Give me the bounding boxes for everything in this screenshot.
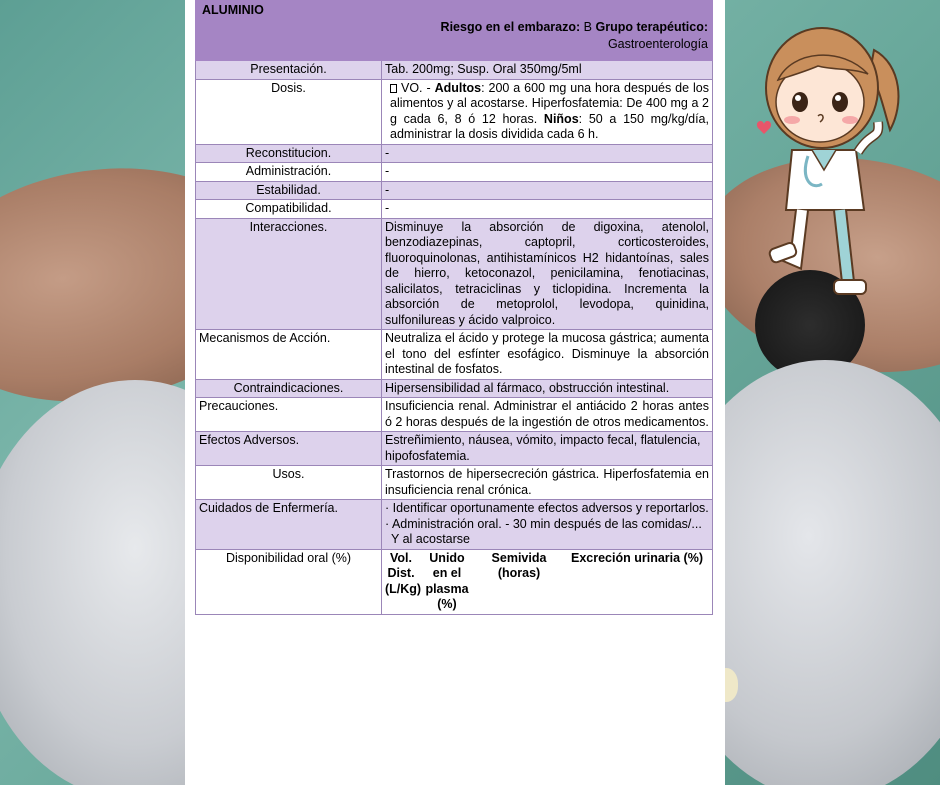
label-reconstitucion: Reconstitucion. xyxy=(196,144,382,163)
drug-name: ALUMINIO xyxy=(202,3,264,17)
value-disponibilidad xyxy=(382,549,713,614)
care-item-2-text: Administración oral. - 30 min después de las comidas/... Y al acostarse xyxy=(391,516,702,546)
row-contraindicaciones xyxy=(196,379,713,398)
label-administracion: Administración. xyxy=(196,163,382,182)
dosis-ninos-label: Niños xyxy=(543,111,579,126)
label-presentacion: Presentación. xyxy=(196,61,382,80)
row-disponibilidad xyxy=(196,549,713,614)
value-contraindicaciones: Hipersensibilidad al fármaco, obstrucción intestinal. xyxy=(382,379,713,398)
value-mecanismos: Neutraliza el ácido y protege la mucosa gástrica; aumenta el tono del esfínter esofágico. Disminuye la absorción intestinal de fosfatos. xyxy=(382,330,713,380)
pk-excrecion: Excreción urinaria (%) xyxy=(571,550,703,565)
value-precauciones: Insuficiencia renal. Administrar el antiácido 2 horas antes ó 2 horas después de la ingestión de otros medicamentos. xyxy=(382,398,713,432)
value-reconstitucion: - xyxy=(382,144,713,163)
dosis-adultos-label: Adultos xyxy=(434,80,482,95)
label-contraindicaciones: Contraindicaciones. xyxy=(196,379,382,398)
dosis-vo: VO. - xyxy=(401,80,431,95)
dosis-adultos-text: : 200 a 600 mg una hora después de los alimentos y al acostarse. Hiperfosfatemia: De 400 mg a 2 g cada 6, 8 ó 12 horas. xyxy=(390,80,709,126)
care-item-1-text: Identificar oportunamente efectos adversos y reportarlos. xyxy=(392,501,709,515)
pk-semivida: Semivida (horas) xyxy=(491,550,547,580)
row-estabilidad xyxy=(196,181,713,200)
row-administracion xyxy=(196,163,713,182)
label-cuidados: Cuidados de Enfermería. xyxy=(196,500,382,550)
label-mecanismos: Mecanismos de Acción. xyxy=(196,330,382,380)
row-efectos xyxy=(196,432,713,466)
row-mecanismos xyxy=(196,330,713,380)
value-usos: Trastornos de hipersecreción gástrica. Hiperfosfatemia en insuficiencia renal crónica. xyxy=(382,466,713,500)
label-interacciones: Interacciones. xyxy=(196,218,382,330)
value-presentacion: Tab. 200mg; Susp. Oral 350mg/5ml xyxy=(382,61,713,80)
drug-monograph-card xyxy=(185,0,725,785)
row-precauciones xyxy=(196,398,713,432)
pharmacokinetics-headers xyxy=(385,551,709,613)
doctor-girl-sticker-icon xyxy=(752,10,912,300)
row-interacciones xyxy=(196,218,713,330)
row-dosis xyxy=(196,79,713,144)
pregnancy-value: B xyxy=(583,19,592,34)
group-label: Grupo terapéutico: xyxy=(595,19,708,34)
label-efectos: Efectos Adversos. xyxy=(196,432,382,466)
value-compatibilidad: - xyxy=(382,200,713,219)
care-item-1: · Identificar oportunamente efectos adversos y reportarlos. xyxy=(385,501,709,515)
row-reconstitucion xyxy=(196,144,713,163)
drug-header-row xyxy=(196,1,713,61)
pk-vol-dist: Vol. Dist. (L/Kg) xyxy=(385,550,422,596)
pk-unido-plasma: Unido en el plasma (%) xyxy=(425,550,469,611)
value-dosis xyxy=(382,79,713,144)
value-estabilidad: - xyxy=(382,181,713,200)
value-administracion: - xyxy=(382,163,713,182)
label-precauciones: Precauciones. xyxy=(196,398,382,432)
label-disponibilidad: Disponibilidad oral (%) xyxy=(196,549,382,614)
value-efectos: Estreñimiento, náusea, vómito, impacto fecal, flatulencia, hipofosfatemia. xyxy=(382,432,713,466)
drug-meta xyxy=(202,19,708,53)
group-value: Gastroenterología xyxy=(607,36,708,51)
row-usos xyxy=(196,466,713,500)
row-cuidados xyxy=(196,500,713,550)
label-estabilidad: Estabilidad. xyxy=(196,181,382,200)
dosis-ninos-text: : 50 a 150 mg/kg/día, administrar la dosis dividida cada 6 h. xyxy=(390,111,709,141)
care-item-2: · Administración oral. - 30 min después de las comidas/... Y al acostarse xyxy=(385,516,702,546)
value-cuidados xyxy=(382,500,713,550)
drug-info-table xyxy=(195,0,713,615)
label-dosis: Dosis. xyxy=(196,79,382,144)
value-interacciones: Disminuye la absorción de digoxina, atenolol, benzodiazepinas, captopril, corticosteroides, fluoroquinolonas, antihistamínicos H2 hidantoínas, sales de hierro, ketoconazol, penicilamina, fenotiacinas, salicilatos, tetraciclinas y ticlopidina. Incrementa la absorción de metoprolol, levodopa, quinidina, sulfonilureas y ácido valproico. xyxy=(382,218,713,330)
checkbox-glyph-icon xyxy=(390,84,397,93)
row-presentacion xyxy=(196,61,713,80)
label-usos: Usos. xyxy=(196,466,382,500)
label-compatibilidad: Compatibilidad. xyxy=(196,200,382,219)
row-compatibilidad xyxy=(196,200,713,219)
pregnancy-label: Riesgo en el embarazo: xyxy=(440,19,581,34)
